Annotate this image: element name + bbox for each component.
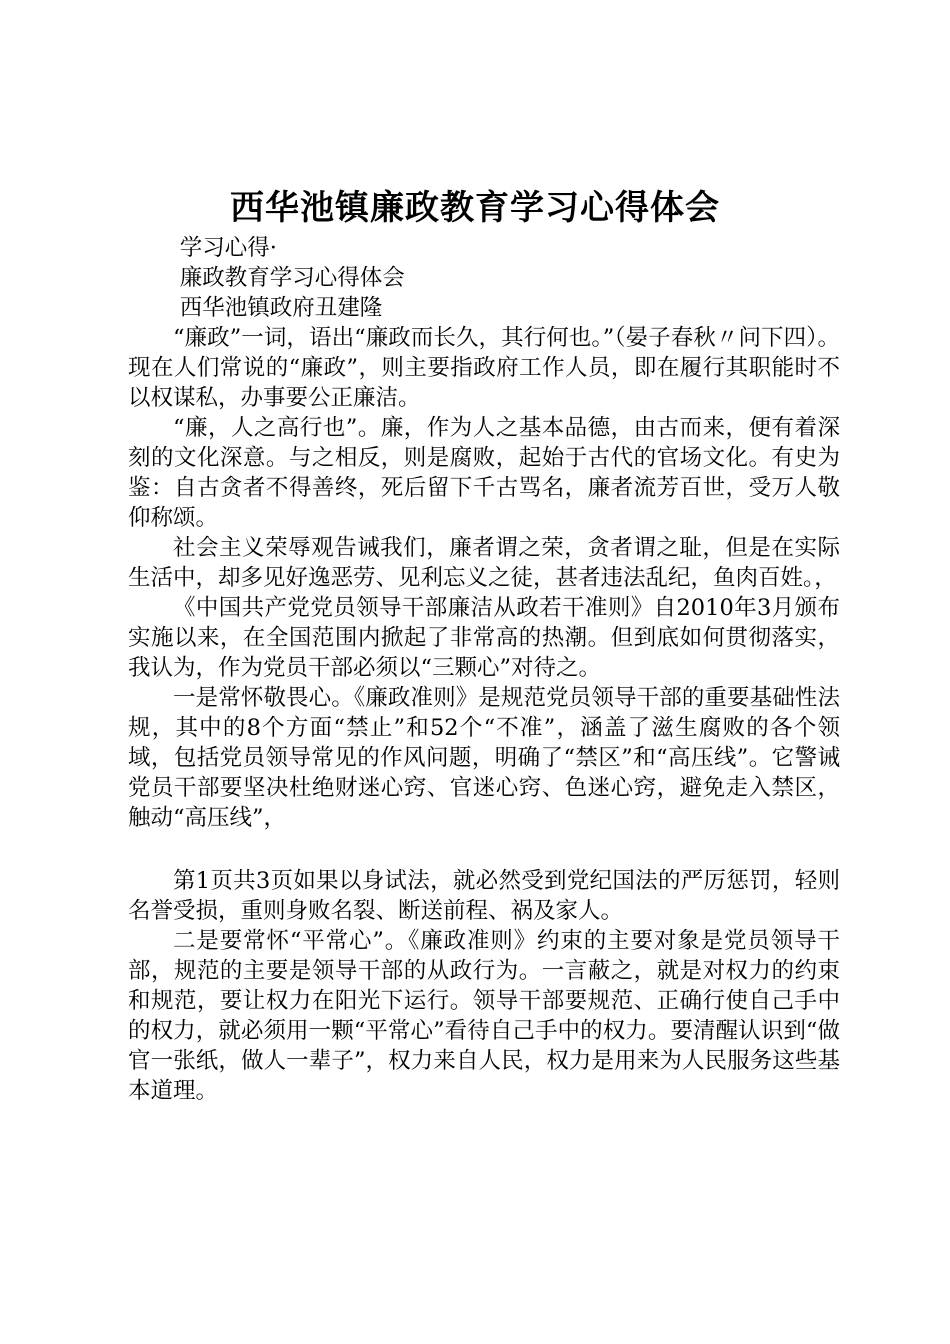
document-title: 西华池镇廉政教育学习心得体会 [230,188,720,228]
paragraph-7: 二是要常怀“平常心”。《廉政准则》约束的主要对象是党员领导干部，规范的主要是领导干部的从政行为。一言蔽之，就是对权力的约束和规范，要让权力在阳光下运行。领导干部要规范、正确行使自己手中的权力，就必须用一颗“平常心”看待自己手中的权力。要清醒认识到“做官一张纸，做人一辈子”，权力来自人民，权力是用来为人民服务这些基本道理。 [128,928,840,1104]
paragraph-1: “廉政”一词，语出“廉政而长久，其行何也。”（晏子春秋〃问下四）。现在人们常说的“廉政”，则主要指政府工作人员，即在履行其职能时不以权谋私，办事要公正廉洁。 [128,325,840,411]
meta-category: 学习心得· [179,235,277,261]
paragraph-4: 《中国共产党党员领导干部廉洁从政若干准则》自2010年3月颁布实施以来，在全国范围内掀起了非常高的热潮。但到底如何贯彻落实，我认为，作为党员干部必须以“三颗心”对待之。 [128,595,840,681]
paragraph-3: 社会主义荣辱观告诫我们，廉者谓之荣，贪者谓之耻，但是在实际生活中，却多见好逸恶劳、见利忘义之徒，甚者违法乱纪，鱼肉百姓。， [128,535,840,591]
document-body [128,233,840,1106]
meta-author: 西华池镇政府丑建隆 [179,295,383,321]
page-break [128,833,840,866]
paragraph-6: 第1页共3页如果以身试法，就必然受到党纪国法的严厉惩罚，轻则名誉受损，重则身败名裂、断送前程、祸及家人。 [128,868,840,924]
paragraph-2: “廉，人之高行也”。廉，作为人之基本品德，由古而来，便有着深刻的文化深意。与之相反，则是腐败，起始于古代的官场文化。有史为鉴：自古贪者不得善终，死后留下千古骂名，廉者流芳百世，受万人敬仰称颂。 [128,415,840,531]
paragraph-5: 一是常怀敬畏心。《廉政准则》是规范党员领导干部的重要基础性法规，其中的8个方面“禁止”和52个“不准”，涵盖了滋生腐败的各个领域，包括党员领导常见的作风问题，明确了“禁区”和“高压线”。它警诫党员干部要坚决杜绝财迷心窍、官迷心窍、色迷心窍，避免走入禁区，触动“高压线”， [128,685,840,831]
meta-subtitle: 廉政教育学习心得体会 [179,265,405,291]
